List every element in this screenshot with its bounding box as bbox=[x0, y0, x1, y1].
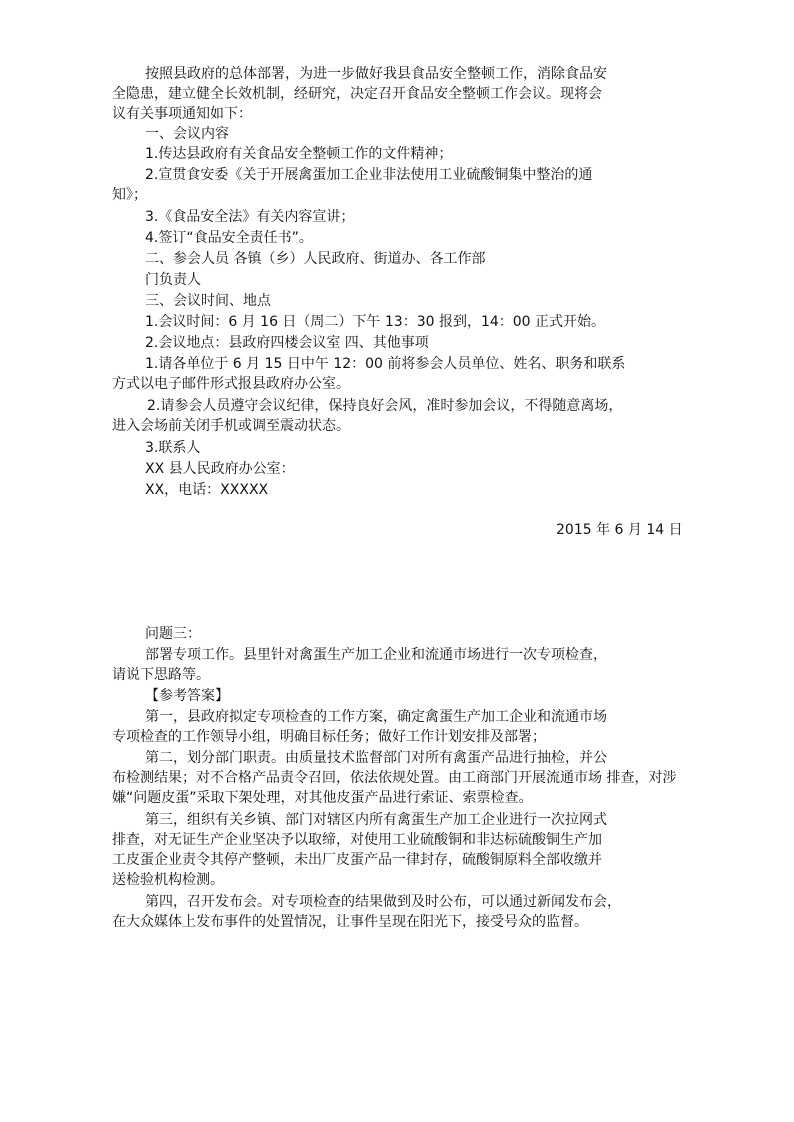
answer-step-3-line-4: 送检验机构检测。 bbox=[112, 872, 224, 888]
content-item-2-line-2: 知》； bbox=[112, 187, 147, 203]
section-heading-time-place: 三、会议时间、地点 bbox=[145, 293, 271, 309]
meeting-time: 1.会议时间：6 月 16 日（周二）下午 13：30 报到，14：00 正式开始。 bbox=[145, 314, 606, 330]
question-prompt-line-1: 部署专项工作。县里针对禽蛋生产加工企业和流通市场进行一次专项检查， bbox=[145, 647, 607, 663]
content-item-4: 4.签订“食品安全责任书”。 bbox=[145, 230, 313, 246]
intro-line-3: 议有关事项通知如下： bbox=[112, 106, 252, 122]
answer-step-1-line-1: 第一，县政府拟定专项检查的工作方案，确定禽蛋生产加工企业和流通市场 bbox=[145, 709, 607, 725]
intro-line-2: 全隐患，建立健全长效机制，经研究，决定召开食品安全整顿工作会议。现将会 bbox=[112, 86, 602, 102]
answer-step-2-line-1: 第二，划分部门职责。由质量技术监督部门对所有禽蛋产品进行抽检，并公 bbox=[145, 750, 607, 766]
section-heading-content: 一、会议内容 bbox=[145, 126, 229, 142]
contact-organization: XX 县人民政府办公室： bbox=[145, 461, 295, 477]
answer-step-3-line-1: 第三，组织有关乡镇、部门对辖区内所有禽蛋生产加工企业进行一次拉网式 bbox=[145, 812, 607, 828]
content-item-2-line-1: 2.宣贯食安委《关于开展禽蛋加工企业非法使用工业硫酸铜集中整治的通 bbox=[145, 167, 593, 183]
question-prompt-line-2: 请说下思路等。 bbox=[112, 667, 210, 683]
answer-step-4-line-2: 在大众媒体上发布事件的处置情况，让事件呈现在阳光下，接受号众的监督。 bbox=[112, 914, 588, 930]
answer-step-3-line-3: 工皮蛋企业责令其停产整顿，未出厂皮蛋产品一律封存，硫酸铜原料全部收缴并 bbox=[112, 852, 602, 868]
other-item-1-line-1: 1.请各单位于 6 月 15 日中午 12：00 前将参会人员单位、姓名、职务和联系 bbox=[145, 356, 626, 372]
meeting-place: 2.会议地点：县政府四楼会议室 四、其他事项 bbox=[145, 335, 429, 351]
notice-date: 2015 年 6 月 14 日 bbox=[556, 522, 683, 538]
other-item-2-line-2: 进入会场前关闭手机或调至震动状态。 bbox=[112, 418, 350, 434]
contact-person: XX，电话：XXXXX bbox=[145, 482, 269, 498]
content-item-1: 1.传达县政府有关食品安全整顿工作的文件精神； bbox=[145, 146, 453, 162]
answer-step-4-line-1: 第四，召开发布会。对专项检查的结果做到及时公布，可以通过新闻发布会， bbox=[145, 894, 621, 910]
other-item-1-line-2: 方式以电子邮件形式报县政府办公室。 bbox=[112, 376, 350, 392]
section-heading-attendees-line-2: 门负责人 bbox=[145, 272, 201, 288]
answer-step-2-line-2: 布检测结果；对不合格产品责令召回，依法依规处置。由工商部门开展流通市场 排查，对涉 bbox=[112, 770, 677, 786]
section-heading-attendees-line-1: 二、参会人员 各镇（乡）人民政府、街道办、各工作部 bbox=[145, 251, 486, 267]
other-item-3: 3.联系人 bbox=[145, 440, 201, 456]
answer-step-3-line-2: 排查，对无证生产企业坚决予以取缔，对使用工业硫酸铜和非达标硫酸铜生产加 bbox=[112, 832, 602, 848]
intro-line-1: 按照县政府的总体部署，为进一步做好我县食品安全整顿工作，消除食品安 bbox=[145, 66, 607, 82]
answer-heading: 【参考答案】 bbox=[145, 688, 229, 704]
other-item-2-line-1: 2.请参会人员遵守会议纪律，保持良好会风，准时参加会议，不得随意离场， bbox=[147, 398, 623, 414]
content-item-3: 3.《食品安全法》有关内容宣讲； bbox=[145, 209, 355, 225]
question-title: 问题三： bbox=[145, 626, 201, 642]
answer-step-2-line-3: 嫌“问题皮蛋”采取下架处理，对其他皮蛋产品进行索证、索票检查。 bbox=[112, 790, 533, 806]
answer-step-1-line-2: 专项检查的工作领导小组，明确目标任务；做好工作计划安排及部署； bbox=[112, 729, 546, 745]
